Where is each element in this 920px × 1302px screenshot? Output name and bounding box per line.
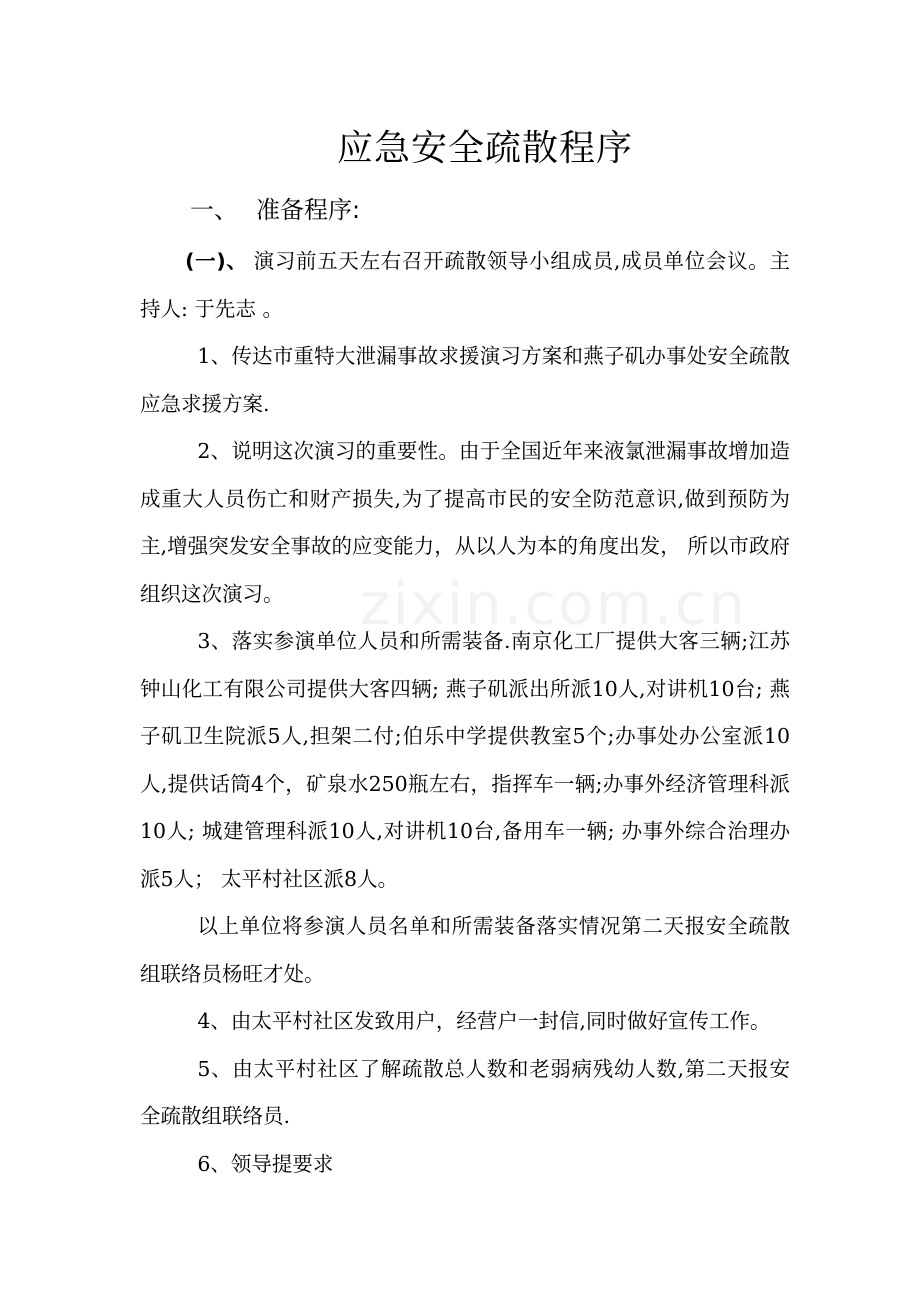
paragraph: 1、传达市重特大泄漏事故求援演习方案和燕子矶办事处安全疏散应急求援方案. bbox=[140, 344, 790, 416]
section-title: 准备程序: bbox=[256, 196, 361, 224]
sub-item-text: 演习前五天左右召开疏散领导小组成员,成员单位会议。主持人: 于先志 。 bbox=[140, 249, 791, 321]
section-number: 一、 bbox=[190, 196, 238, 224]
sub-item-label: (一)、 bbox=[185, 249, 248, 273]
section-heading bbox=[190, 192, 360, 228]
document-title: 应急安全疏散程序 bbox=[336, 128, 633, 169]
paragraph: 4、由太平村社区发致用户，经营户一封信,同时做好宣传工作。 bbox=[197, 1009, 771, 1033]
paragraph: 5、由太平村社区了解疏散总人数和老弱病残幼人数,第二天报安全疏散组联络员. bbox=[140, 1056, 790, 1128]
watermark: zixin.com.cn bbox=[360, 570, 748, 638]
sub-item-paragraph bbox=[140, 238, 790, 333]
paragraph: 2、说明这次演习的重要性。由于全国近年来液氯泄漏事故增加造成重大人员伤亡和财产损失,为了提高市民的安全防范意识,做到预防为主,增强突发安全事故的应变能力，从以人为本的角度出发， 所以市政府组织这次演习。 bbox=[140, 439, 790, 606]
document-body bbox=[140, 238, 790, 1188]
paragraph: 3、落实参演单位人员和所需装备.南京化工厂提供大客三辆;江苏钟山化工有限公司提供大客四辆; 燕子矶派出所派10人,对讲机10台; 燕子矶卫生院派5人,担架二付;伯乐中学提供教室5个;办事处办公室派10人,提供话筒4个，矿泉水250瓶左右，指挥车一辆;办事外经济管理科派10人; 城建管理科派10人,对讲机10台,备用车一辆; 办事外综合治理办派5人； 太平村社区派8人。 bbox=[140, 629, 790, 891]
paragraph: 6、领导提要求 bbox=[197, 1151, 334, 1176]
paragraph: 以上单位将参演人员名单和所需装备落实情况第二天报安全疏散组联络员杨旺才处。 bbox=[140, 914, 790, 986]
